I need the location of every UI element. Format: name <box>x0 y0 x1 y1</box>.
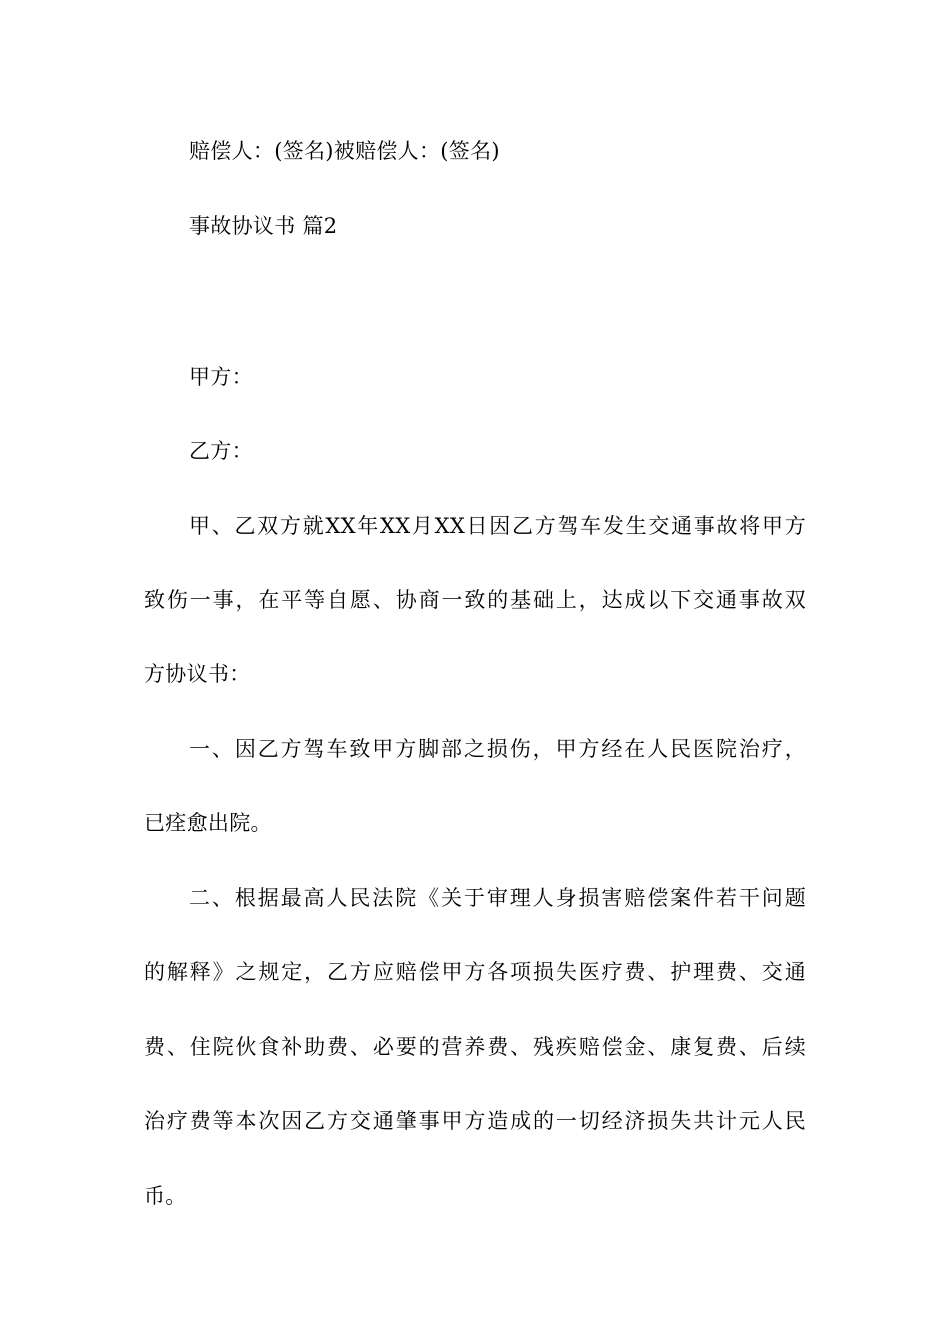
party-b-label: 乙方： <box>189 439 253 463</box>
paragraph-line: 币。 <box>144 1184 187 1208</box>
paragraph-line: 的解释》之规定，乙方应赔偿甲方各项损失医疗费、护理费、交通 <box>144 960 806 984</box>
paragraph-line: 一、因乙方驾车致甲方脚部之损伤，甲方经在人民医院治疗， <box>189 737 806 761</box>
paragraph-line: 治疗费等本次因乙方交通肇事甲方造成的一切经济损失共计元人民 <box>144 1109 806 1133</box>
paragraph-line: 甲、乙双方就XX年XX月XX日因乙方驾车发生交通事故将甲方 <box>189 514 806 538</box>
paragraph-line: 已痊愈出院。 <box>144 811 272 835</box>
section-title: 事故协议书 篇2 <box>189 214 338 238</box>
signature-line: 赔偿人：(签名)被赔偿人：(签名) <box>189 139 500 163</box>
paragraph-line: 方协议书： <box>144 662 251 686</box>
paragraph-line: 二、根据最高人民法院《关于审理人身损害赔偿案件若干问题 <box>189 886 806 910</box>
paragraph-line: 费、住院伙食补助费、必要的营养费、残疾赔偿金、康复费、后续 <box>144 1035 806 1059</box>
paragraph-line: 致伤一事，在平等自愿、协商一致的基础上，达成以下交通事故双 <box>144 588 806 612</box>
party-a-label: 甲方： <box>189 365 253 389</box>
